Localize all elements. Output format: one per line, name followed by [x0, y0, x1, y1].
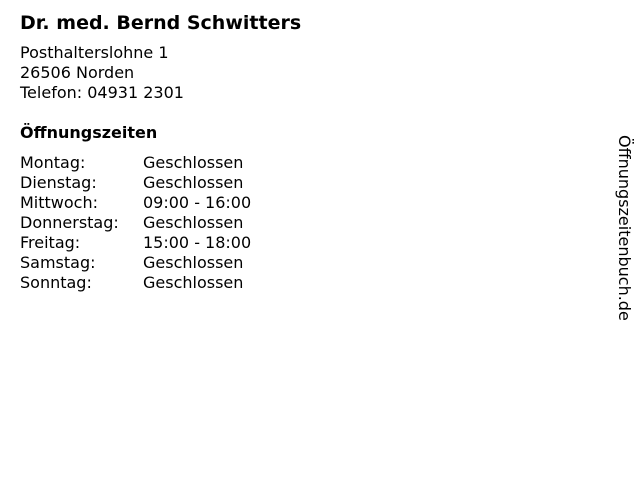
city-address: 26506 Norden: [20, 63, 135, 82]
hours-row-thursday: [20, 213, 251, 233]
hours-value: Geschlossen: [143, 253, 244, 272]
hours-value: Geschlossen: [143, 213, 244, 232]
address-block: [20, 43, 184, 103]
day-label: Dienstag:: [20, 173, 97, 192]
hours-value: Geschlossen: [143, 173, 244, 192]
day-label: Freitag:: [20, 233, 81, 252]
hours-row-sunday: [20, 273, 251, 293]
hours-value: 15:00 - 18:00: [143, 233, 252, 252]
hours-row-wednesday: [20, 193, 251, 213]
hours-row-friday: [20, 233, 251, 253]
day-label: Mittwoch:: [20, 193, 98, 212]
practice-name: Dr. med. Bernd Schwitters: [20, 12, 302, 34]
hours-value: 09:00 - 16:00: [143, 193, 252, 212]
day-label: Samstag:: [20, 253, 96, 272]
day-label: Montag:: [20, 153, 86, 172]
hours-row-monday: [20, 153, 251, 173]
opening-hours-table: [20, 153, 251, 293]
site-watermark-label: Öffnungszeitenbuch.de: [615, 135, 634, 321]
hours-value: Geschlossen: [143, 273, 244, 292]
hours-value: Geschlossen: [143, 153, 244, 172]
opening-hours-heading: Öffnungszeiten: [20, 123, 158, 142]
phone-number: Telefon: 04931 2301: [20, 83, 184, 102]
street-address: Posthalterslohne 1: [20, 43, 169, 62]
hours-row-tuesday: [20, 173, 251, 193]
hours-row-saturday: [20, 253, 251, 273]
day-label: Donnerstag:: [20, 213, 119, 232]
day-label: Sonntag:: [20, 273, 92, 292]
